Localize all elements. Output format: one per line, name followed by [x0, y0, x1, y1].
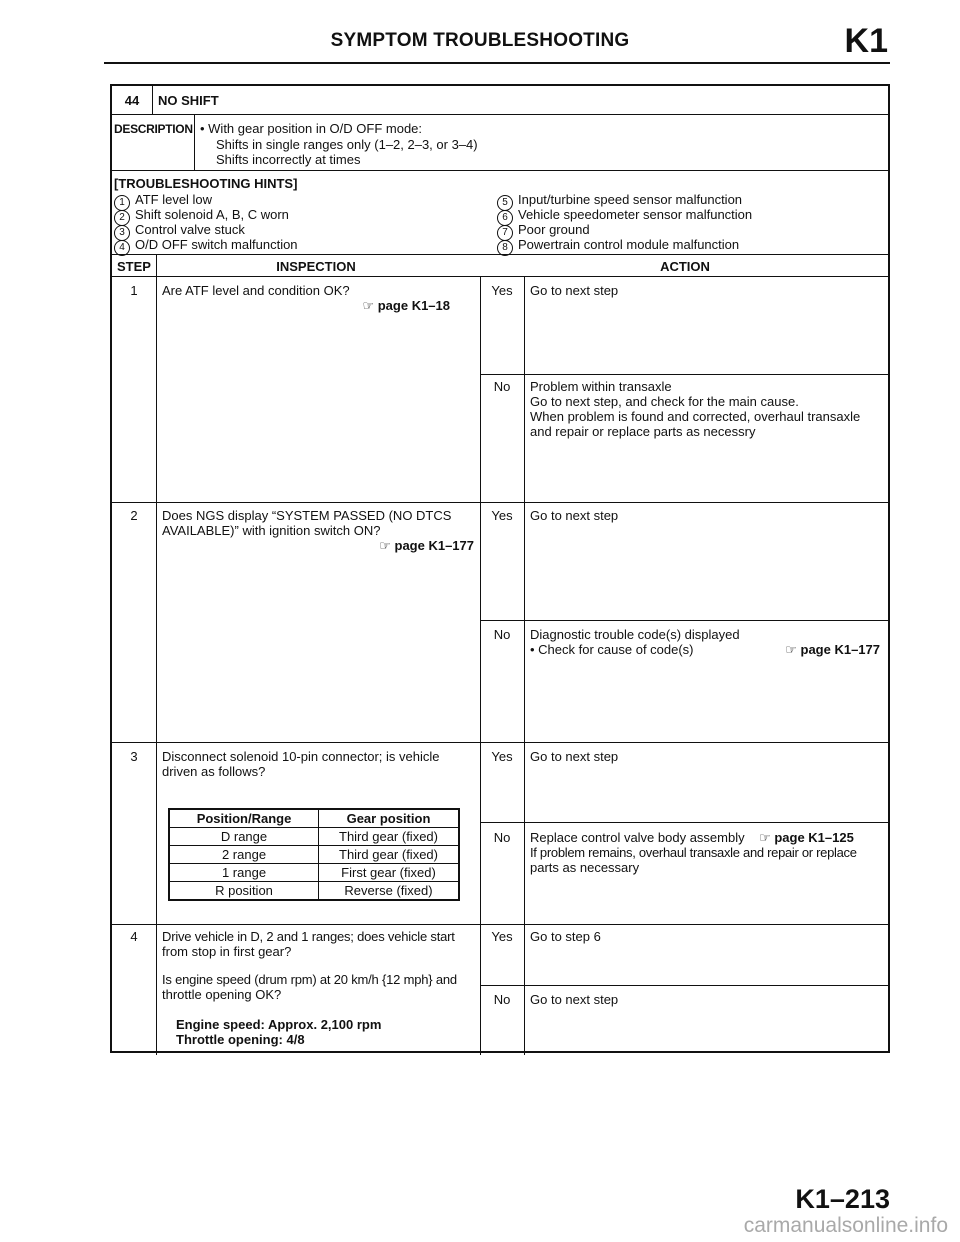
- hint-number: 5: [497, 195, 513, 211]
- step-number: 1: [130, 283, 138, 298]
- column-header: Position/Range: [169, 809, 319, 828]
- divider: [156, 254, 157, 1055]
- table-cell: Reverse (fixed): [319, 882, 460, 901]
- hint-text: O/D OFF switch malfunction: [135, 237, 298, 252]
- step-inspection: Disconnect solenoid 10-pin connector; is vehicle: [162, 749, 440, 764]
- description-label: DESCRIPTION: [114, 122, 193, 136]
- no-action: Go to next step, and check for the main cause.: [530, 394, 799, 409]
- hint-text: Shift solenoid A, B, C worn: [135, 207, 289, 222]
- hint-number: 4: [114, 240, 130, 256]
- hint-number: 7: [497, 225, 513, 241]
- divider: [480, 620, 888, 621]
- no-action: parts as necessary: [530, 860, 640, 875]
- hint-number: 8: [497, 240, 513, 256]
- section-code: K1: [844, 22, 888, 60]
- step-inspection: AVAILABLE)” with ignition switch ON?: [162, 523, 381, 538]
- header-rule: [104, 62, 890, 64]
- no-action-text: Replace control valve body assembly: [530, 830, 745, 845]
- yes-action: Go to next step: [530, 283, 619, 298]
- step-inspection: Does NGS display “SYSTEM PASSED (NO DTCS: [162, 508, 452, 523]
- yes-action: Go to next step: [530, 749, 619, 764]
- yes-action: Go to step 6: [530, 929, 601, 944]
- table-cell: Third gear (fixed): [319, 828, 460, 846]
- description-line-2: Shifts in single ranges only (1–2, 2–3, or 3–4): [216, 137, 478, 152]
- step-inspection: throttle opening OK?: [162, 987, 282, 1002]
- table-cell: Third gear (fixed): [319, 846, 460, 864]
- hint-number: 3: [114, 225, 130, 241]
- yes-label: Yes: [491, 929, 513, 944]
- no-action: and repair or replace parts as necessry: [530, 424, 756, 439]
- hints-title: [TROUBLESHOOTING HINTS]: [114, 176, 298, 191]
- divider: [524, 276, 525, 1055]
- column-action: ACTION: [660, 259, 710, 274]
- step-inspection: from stop in first gear?: [162, 944, 292, 959]
- divider: [112, 742, 888, 743]
- step-inspection: Drive vehicle in D, 2 and 1 ranges; does vehicle start: [162, 929, 455, 944]
- divider: [152, 86, 153, 114]
- reference-text: page K1–177: [394, 538, 474, 553]
- table-row: [169, 828, 459, 846]
- hint-number: 6: [497, 210, 513, 226]
- no-action: Diagnostic trouble code(s) displayed: [530, 627, 740, 642]
- hint-text: ATF level low: [135, 192, 213, 207]
- symptom-number: 44: [124, 93, 140, 108]
- gear-position-table: [168, 808, 460, 901]
- no-action: When problem is found and corrected, overhaul transaxle: [530, 409, 861, 424]
- hint-number: 2: [114, 210, 130, 226]
- divider: [480, 822, 888, 823]
- divider: [112, 502, 888, 503]
- table-cell: R position: [169, 882, 319, 901]
- yes-label: Yes: [491, 508, 513, 523]
- step-number: 2: [130, 508, 138, 523]
- table-row: [169, 882, 459, 901]
- hint-text: Control valve stuck: [135, 222, 245, 237]
- table-header-row: [169, 809, 459, 828]
- page-reference: [162, 538, 474, 553]
- hint-text: Input/turbine speed sensor malfunction: [518, 192, 743, 207]
- hint-number: 1: [114, 195, 130, 211]
- table-row: [169, 846, 459, 864]
- step-number: 3: [130, 749, 138, 764]
- divider: [112, 276, 888, 277]
- watermark: carmanualsonline.info: [743, 1214, 948, 1237]
- no-label: No: [493, 379, 511, 394]
- page-reference: [712, 642, 880, 657]
- no-action: • Check for cause of code(s): [530, 642, 694, 657]
- reference-text: page K1–18: [377, 298, 450, 313]
- table-cell: D range: [169, 828, 319, 846]
- no-label: No: [493, 627, 511, 642]
- column-inspection: INSPECTION: [276, 259, 356, 274]
- divider: [112, 114, 888, 115]
- step-inspection: Is engine speed (drum rpm) at 20 km/h {12 mph} and: [162, 972, 457, 987]
- reference-text: page K1–177: [800, 642, 880, 657]
- hint-text: Powertrain control module malfunction: [518, 237, 740, 252]
- divider: [112, 924, 888, 925]
- divider: [194, 114, 195, 170]
- page-title: SYMPTOM TROUBLESHOOTING: [330, 30, 630, 51]
- table-row: [169, 864, 459, 882]
- no-label: No: [493, 992, 511, 1007]
- column-step: STEP: [117, 259, 151, 274]
- hint-text: Poor ground: [518, 222, 590, 237]
- no-action: Problem within transaxle: [530, 379, 672, 394]
- reference-icon: ☞: [785, 642, 797, 657]
- yes-action: Go to next step: [530, 508, 619, 523]
- table-cell: First gear (fixed): [319, 864, 460, 882]
- no-action: If problem remains, overhaul transaxle and repair or replace: [530, 845, 857, 860]
- page-number: K1–213: [795, 1184, 890, 1214]
- no-action: Go to next step: [530, 992, 619, 1007]
- divider: [112, 254, 888, 255]
- divider: [480, 985, 888, 986]
- divider: [480, 374, 888, 375]
- step-number: 4: [130, 929, 138, 944]
- reference-icon: ☞: [759, 830, 771, 845]
- yes-label: Yes: [491, 749, 513, 764]
- no-action: [530, 830, 854, 845]
- divider: [112, 170, 888, 171]
- symptom-name: NO SHIFT: [158, 93, 219, 108]
- spec-value: Throttle opening: 4/8: [176, 1032, 305, 1047]
- yes-label: Yes: [491, 283, 513, 298]
- reference-icon: ☞: [379, 538, 391, 553]
- page-reference: [162, 298, 450, 313]
- reference-icon: ☞: [362, 298, 375, 313]
- step-inspection: driven as follows?: [162, 764, 266, 779]
- troubleshooting-table: [110, 84, 890, 1053]
- no-label: No: [493, 830, 511, 845]
- description-line-3: Shifts incorrectly at times: [216, 152, 361, 167]
- table-cell: 1 range: [169, 864, 319, 882]
- reference-text: page K1–125: [774, 830, 854, 845]
- column-header: Gear position: [319, 809, 460, 828]
- step-inspection: Are ATF level and condition OK?: [162, 283, 350, 298]
- spec-value: Engine speed: Approx. 2,100 rpm: [176, 1017, 382, 1032]
- description-bullet: • With gear position in O/D OFF mode:: [200, 121, 423, 136]
- hint-text: Vehicle speedometer sensor malfunction: [518, 207, 753, 222]
- table-cell: 2 range: [169, 846, 319, 864]
